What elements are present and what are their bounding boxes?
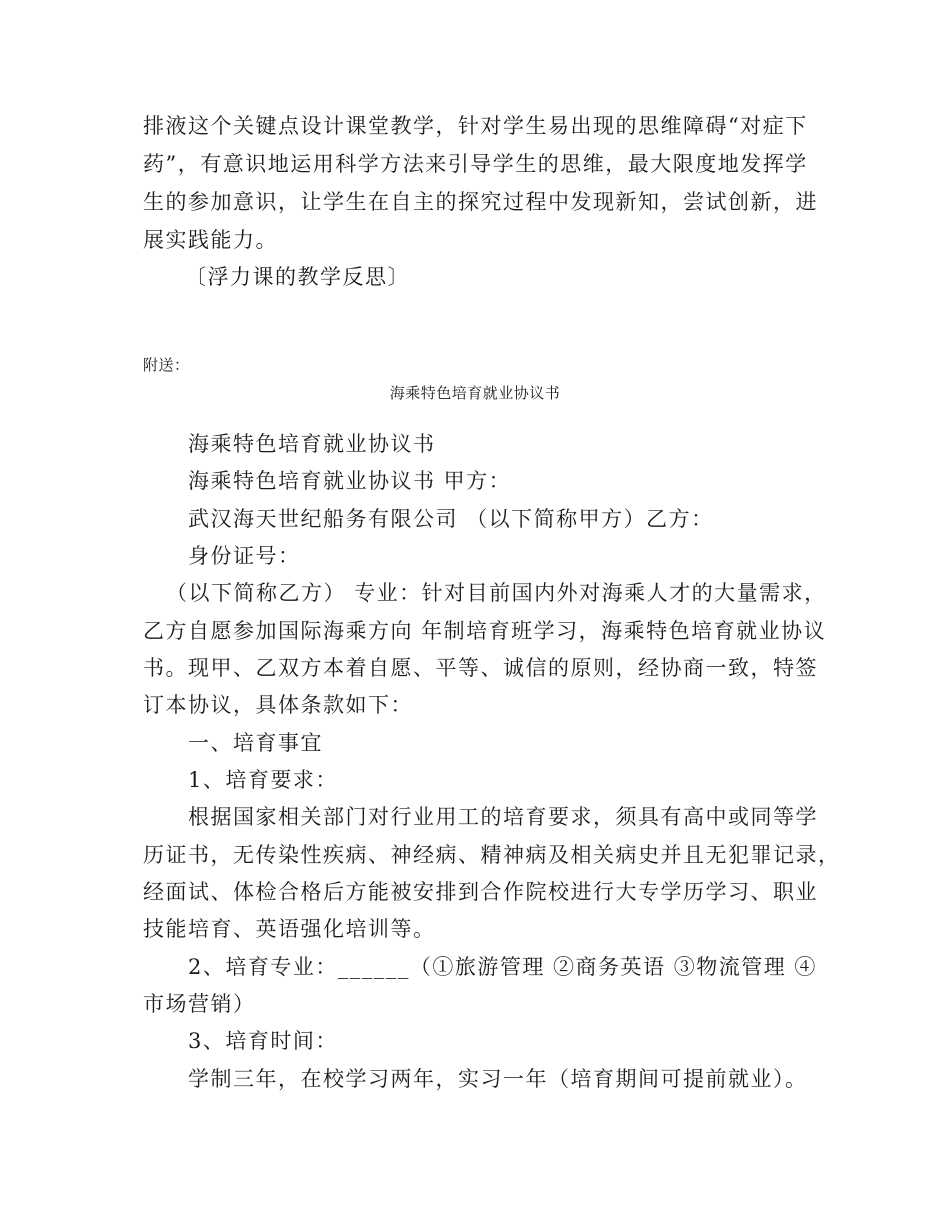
- paragraph-line: （以下简称乙方） 专业：针对目前国内外对海乘人才的大量需求，: [166, 581, 827, 605]
- paragraph-line: 根据国家相关部门对行业用工的培育要求，须具有高中或同等学: [188, 805, 818, 829]
- paragraph-line: 历证书，无传染性疾病、神经病、精神病及相关病史并且无犯罪记录，: [143, 843, 841, 867]
- paragraph-line: 学制三年，在校学习两年，实习一年（培育期间可提前就业）。: [188, 1067, 808, 1091]
- paragraph-line: 技能培育、英语强化培训等。: [143, 917, 436, 941]
- item-heading: 3、培育时间：: [188, 1029, 338, 1053]
- item-heading: 1、培育要求：: [188, 768, 338, 792]
- document-title: 海乘特色培育就业协议书: [389, 384, 561, 402]
- paragraph-line: 乙方自愿参加国际海乘方向 年制培育班学习，海乘特色培育就业协议: [143, 619, 827, 643]
- paragraph-line: 市场营销）: [143, 992, 256, 1016]
- party-a-line: 海乘特色培育就业协议书 甲方：: [188, 469, 512, 493]
- agreement-heading: 海乘特色培育就业协议书: [188, 432, 436, 456]
- paragraph-line: 书。现甲、乙双方本着自愿、平等、诚信的原则，经协商一致，特签: [143, 656, 818, 680]
- source-note: 〔浮力课的教学反思〕: [185, 265, 410, 289]
- paragraph-line: 排液这个关键点设计课堂教学，针对学生易出现的思维障碍“对症下: [143, 114, 808, 138]
- item-heading: 2、培育专业：______（①旅游管理 ②商务英语 ③物流管理 ④: [188, 955, 817, 979]
- appendix-label: 附送：: [143, 356, 190, 374]
- paragraph-line: 经面试、体检合格后方能被安排到合作院校进行大专学历学习、职业: [143, 880, 818, 904]
- paragraph-line: 订本协议，具体条款如下：: [143, 693, 413, 717]
- paragraph-line: 展实践能力。: [143, 228, 278, 252]
- paragraph-line: 药”，有意识地运用科学方法来引导学生的思维，最大限度地发挥学: [143, 152, 808, 176]
- paragraph-line: 生的参加意识，让学生在自主的探究过程中发现新知，尝试创新，进: [143, 190, 818, 214]
- section-heading: 一、培育事宜: [188, 731, 323, 755]
- id-number-line: 身份证号：: [188, 544, 301, 568]
- company-line: 武汉海天世纪船务有限公司 （以下简称甲方）乙方：: [188, 507, 714, 531]
